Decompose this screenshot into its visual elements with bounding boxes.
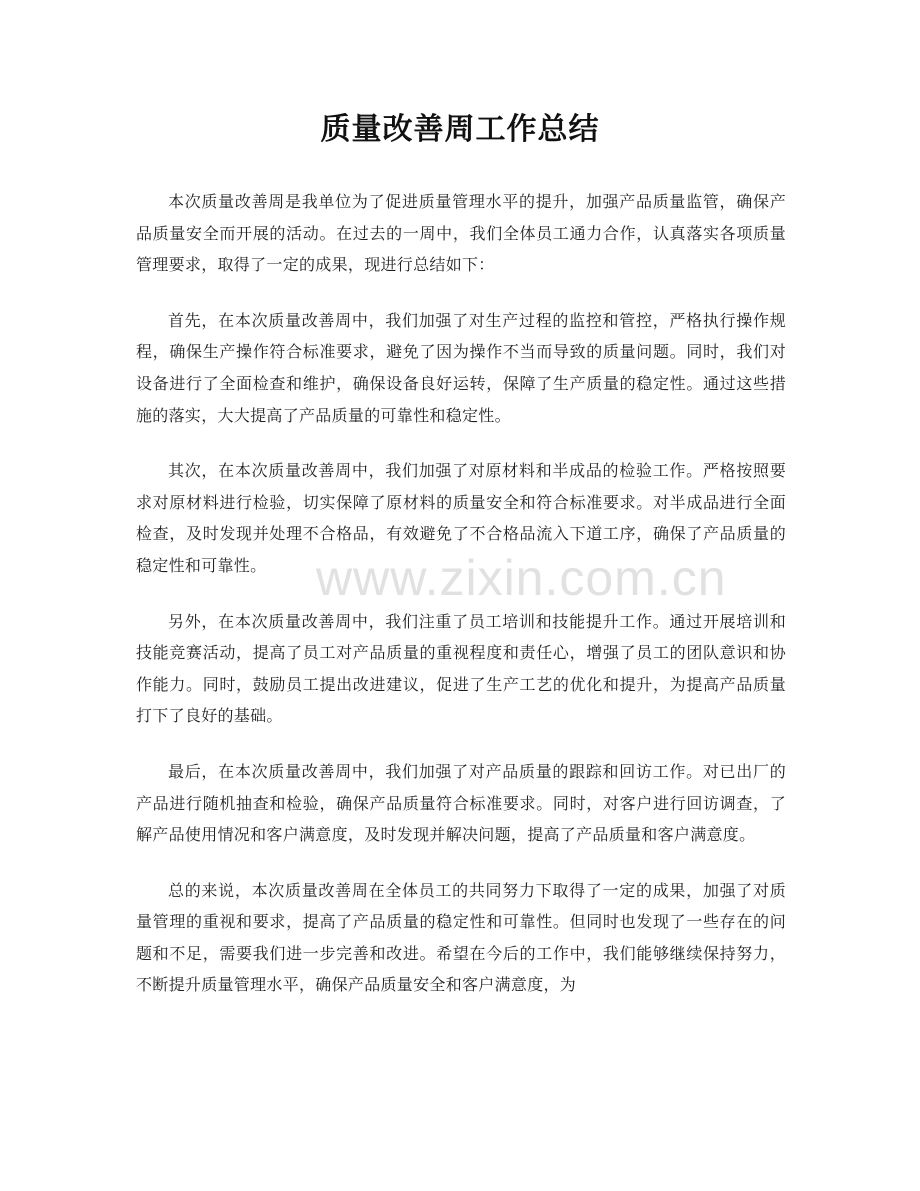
paragraph-intro: 本次质量改善周是我单位为了促进质量管理水平的提升，加强产品质量监管，确保产品质量安全而开展的活动。在过去的一周中，我们全体员工通力合作，认真落实各项质量管理要求，取得了一定的成果，现进行总结如下：: [136, 192, 786, 275]
paragraph-third: 另外，在本次质量改善周中，我们注重了员工培训和技能提升工作。通过开展培训和技能竞赛活动，提高了员工对产品质量的重视程度和责任心，增强了员工的团队意识和协作能力。同时，鼓励员工提出改进建议，促进了生产工艺的优化和提升，为提高产品质量打下了良好的基础。: [136, 611, 786, 726]
paragraph-last: 最后，在本次质量改善周中，我们加强了对产品质量的跟踪和回访工作。对已出厂的产品进行随机抽查和检验，确保产品质量符合标准要求。同时，对客户进行回访调查，了解产品使用情况和客户满意度，及时发现并解决问题，提高了产品质量和客户满意度。: [136, 761, 786, 845]
paragraph-first: 首先，在本次质量改善周中，我们加强了对生产过程的监控和管控，严格执行操作规程，确保生产操作符合标准要求，避免了因为操作不当而导致的质量问题。同时，我们对设备进行了全面检查和维护，确保设备良好运转，保障了生产质量的稳定性。通过这些措施的落实，大大提高了产品质量的可靠性和稳定性。: [136, 310, 786, 425]
document-body: [136, 186, 786, 1025]
watermark: www.zixin.com.cn: [316, 550, 727, 606]
document-title: 质量改善周工作总结: [320, 112, 600, 147]
paragraph-second: 其次，在本次质量改善周中，我们加强了对原材料和半成品的检验工作。严格按照要求对原材料进行检验，切实保障了原材料的质量安全和符合标准要求。对半成品进行全面检查，及时发现并处理不合格品，有效避免了不合格品流入下道工序，确保了产品质量的稳定性和可靠性。: [136, 461, 786, 575]
paragraph-summary: 总的来说，本次质量改善周在全体员工的共同努力下取得了一定的成果，加强了对质量管理的重视和要求，提高了产品质量的稳定性和可靠性。但同时也发现了一些存在的问题和不足，需要我们进一步完善和改进。希望在今后的工作中，我们能够继续保持努力，不断提升质量管理水平，确保产品质量安全和客户满意度，为: [136, 880, 786, 995]
